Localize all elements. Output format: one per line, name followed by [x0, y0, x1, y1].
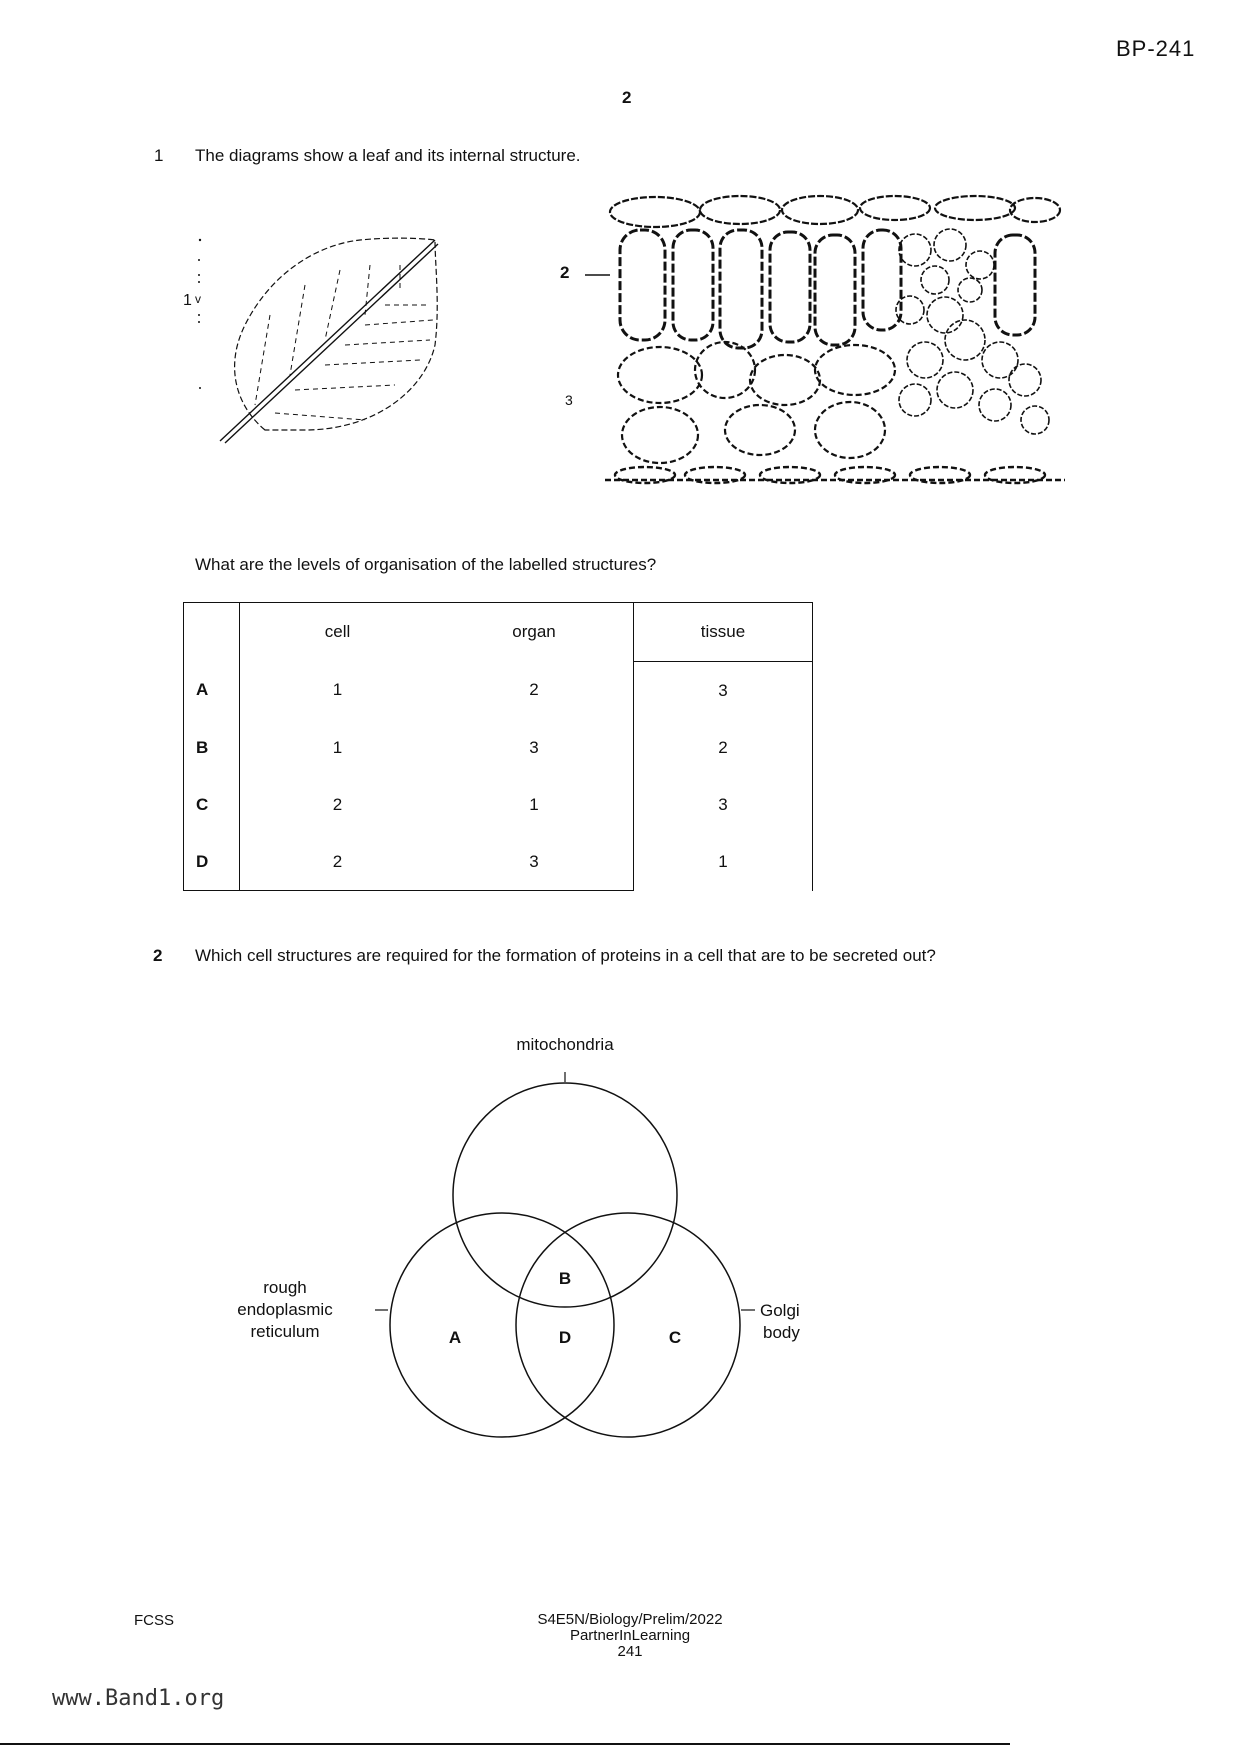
question-1-text: The diagrams show a leaf and its internal structure. [195, 146, 581, 165]
leaf-midrib [220, 240, 435, 441]
organ-value: 3 [529, 737, 539, 757]
table-header-row [184, 603, 813, 662]
cell-value: 1 [332, 680, 343, 700]
option-label: A [184, 662, 240, 720]
cross-section-label-2: 2 [560, 263, 570, 282]
page-number: 2 [622, 88, 632, 107]
footer-number: 241 [617, 1643, 643, 1660]
leaf-veins [255, 265, 433, 420]
tissue-value: 3 [634, 662, 813, 720]
table-header-option [184, 603, 240, 662]
document-code: BP-241 [1116, 36, 1196, 61]
footer-school: FCSS [134, 1612, 175, 1629]
organ-value: 1 [529, 794, 539, 814]
tissue-value: 1 [634, 833, 813, 891]
footer-tagline: PartnerInLearning [569, 1627, 691, 1644]
footer-paper-code: S4E5N/Biology/Prelim/2022 [537, 1611, 723, 1628]
venn-region-b: B [558, 1269, 572, 1288]
palisade-cells [620, 230, 1035, 348]
venn-label-mitochondria: mitochondria [516, 1035, 614, 1054]
venn-label-golgi: Golgi [760, 1301, 800, 1320]
venn-label-reticulum: reticulum [250, 1322, 320, 1341]
question-1-prompt: What are the levels of organisation of the labelled structures? [195, 555, 657, 574]
table-row[interactable] [184, 833, 813, 891]
venn-circle-golgi [516, 1213, 740, 1437]
question-1-number: 1 [154, 146, 164, 165]
spongy-mesophyll [618, 342, 895, 463]
venn-region-c: C [668, 1328, 682, 1347]
leaf-midrib-2 [225, 244, 438, 443]
watermark-link[interactable]: www.Band1.org [52, 1686, 225, 1711]
table-header-tissue: tissue [634, 603, 813, 662]
organ-value: 3 [435, 833, 634, 891]
leaf-cross-section-diagram [560, 190, 1065, 495]
leaf-diagram [183, 225, 475, 450]
venn-label-body: body [763, 1323, 800, 1342]
footer-info [480, 1612, 780, 1660]
venn-diagram [210, 1010, 860, 1455]
table-header-organ: organ [435, 603, 634, 662]
cell-value: 1 [332, 737, 343, 757]
tissue-value: 3 [634, 776, 813, 833]
svg-text:v: v [195, 292, 201, 306]
venn-region-a: A [448, 1328, 462, 1347]
lower-epidermis [605, 467, 1065, 483]
cell-value: 2 [240, 833, 436, 891]
venn-region-d: D [558, 1328, 572, 1347]
question-2-number: 2 [153, 946, 163, 965]
table-row[interactable] [184, 662, 813, 720]
organ-value: 2 [529, 680, 539, 700]
venn-circle-rough-er [390, 1213, 614, 1437]
cell-value: 2 [332, 794, 343, 814]
table-header-cell: cell [240, 603, 436, 662]
upper-epidermis [610, 196, 1060, 227]
question-2-text: Which cell structures are required for the formation of proteins in a cell that are to be secreted out? [195, 946, 936, 965]
option-label: D [184, 833, 240, 891]
label-1-leader [198, 239, 201, 389]
leaf-label-1: 1 [183, 292, 192, 309]
cross-section-label-3: 3 [565, 392, 573, 408]
tissue-value: 2 [634, 719, 813, 776]
bottom-rule [0, 1743, 1010, 1745]
venn-label-rough: rough [263, 1278, 307, 1297]
option-label: B [184, 719, 240, 776]
venn-label-endoplasmic: endoplasmic [237, 1300, 333, 1319]
table-row[interactable] [184, 719, 813, 776]
option-label: C [184, 776, 240, 833]
table-row[interactable] [184, 776, 813, 833]
answer-options-table [183, 602, 813, 891]
